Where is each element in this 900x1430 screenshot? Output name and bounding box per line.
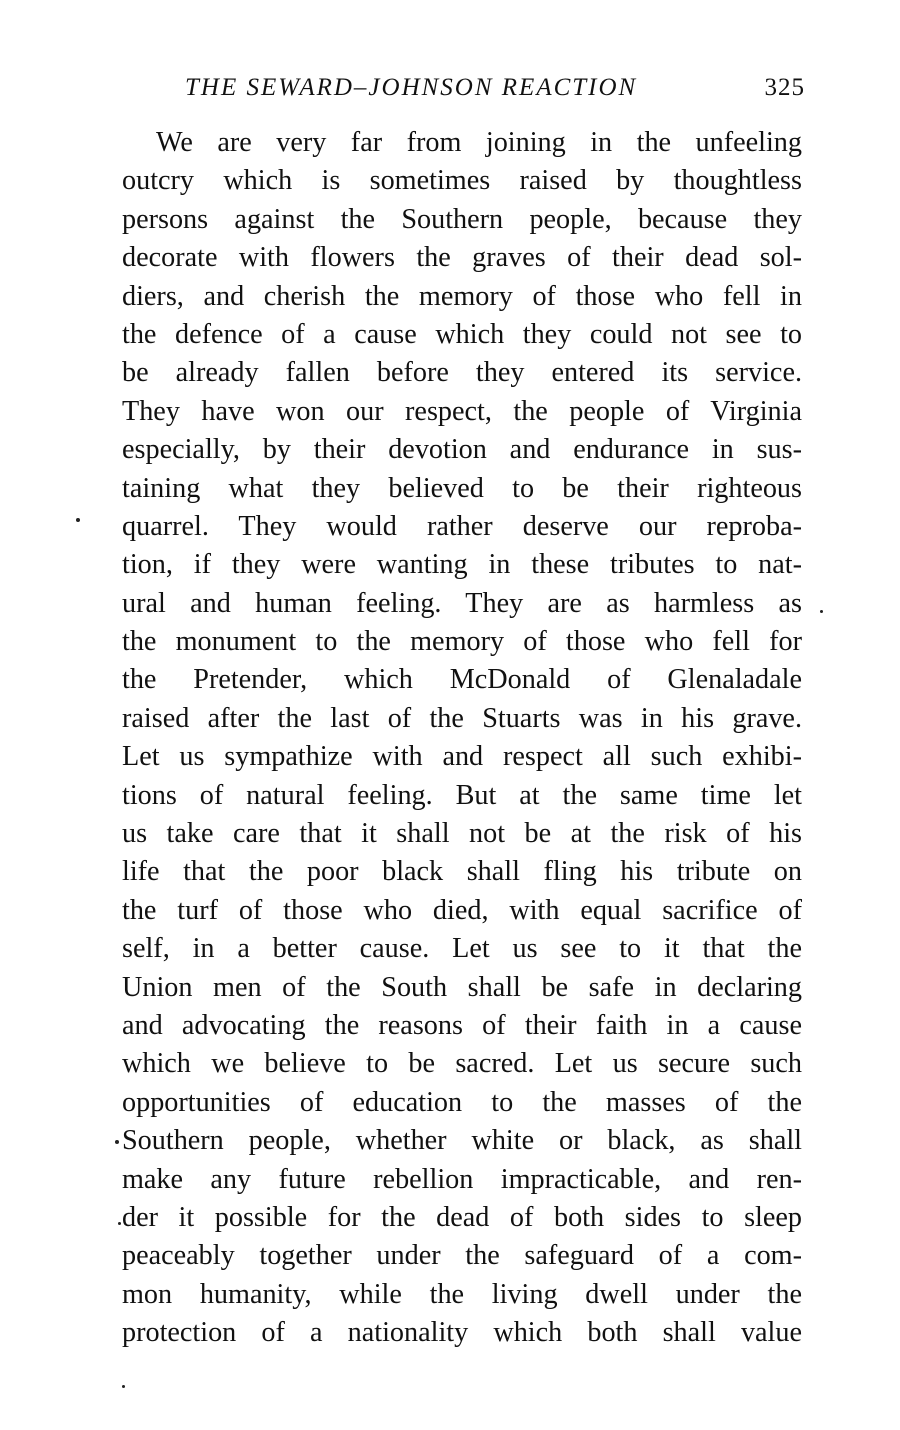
scan-speck [115,1140,119,1144]
text-line: self, in a better cause. Let us see to it that the [122,933,802,965]
scan-speck [820,610,823,613]
text-line: diers, and cherish the memory of those who fell in [122,280,802,312]
running-title: THE SEWARD–JOHNSON REACTION [185,74,638,101]
scan-speck [76,518,80,522]
text-line: and advocating the reasons of their faith in a cause [122,1009,802,1041]
text-line: outcry which is sometimes raised by thoughtless [122,165,802,197]
text-line: us take care that it shall not be at the risk of his [122,818,802,850]
text-line: protection of a nationality which both shall value [122,1317,802,1349]
scan-speck [122,1385,125,1388]
text-line: Union men of the South shall be safe in declaring [122,971,802,1003]
text-line: the Pretender, which McDonald of Glenaladale [122,664,802,696]
body-text [122,124,802,1353]
text-line: Southern people, whether white or black, as shall [122,1125,802,1157]
text-line: the turf of those who died, with equal sacrifice of [122,894,802,926]
text-line: tions of natural feeling. But at the same time let [122,779,802,811]
scan-speck [118,1222,121,1225]
text-line: life that the poor black shall fling his tribute on [122,856,802,888]
text-line: the defence of a cause which they could not see to [122,318,802,350]
text-line: tion, if they were wanting in these tributes to nat- [122,549,802,581]
text-line: taining what they believed to be their righteous [122,472,802,504]
page-number: 325 [764,74,805,101]
running-head [185,70,805,106]
text-line: persons against the Southern people, because they [122,203,802,235]
text-line: opportunities of education to the masses of the [122,1086,802,1118]
text-line: mon humanity, while the living dwell under the [122,1278,802,1310]
text-line: which we believe to be sacred. Let us secure such [122,1048,802,1080]
text-line: peaceably together under the safeguard of a com- [122,1240,802,1272]
text-line: the monument to the memory of those who fell for [122,626,802,658]
text-line: They have won our respect, the people of Virginia [122,395,802,427]
text-line: decorate with flowers the graves of their dead sol- [122,242,802,274]
text-line: be already fallen before they entered its service. [122,357,802,389]
text-line: We are very far from joining in the unfeeling [156,127,802,158]
text-line: make any future rebellion impracticable, and ren- [122,1163,802,1195]
text-line: especially, by their devotion and endurance in sus- [122,434,802,466]
text-line: raised after the last of the Stuarts was in his grave. [122,702,802,734]
text-line: ural and human feeling. They are as harmless as [122,587,802,619]
text-line: Let us sympathize with and respect all such exhibi- [122,741,802,773]
text-line: quarrel. They would rather deserve our reproba- [122,510,802,542]
text-line: der it possible for the dead of both sides to sleep [122,1201,802,1233]
